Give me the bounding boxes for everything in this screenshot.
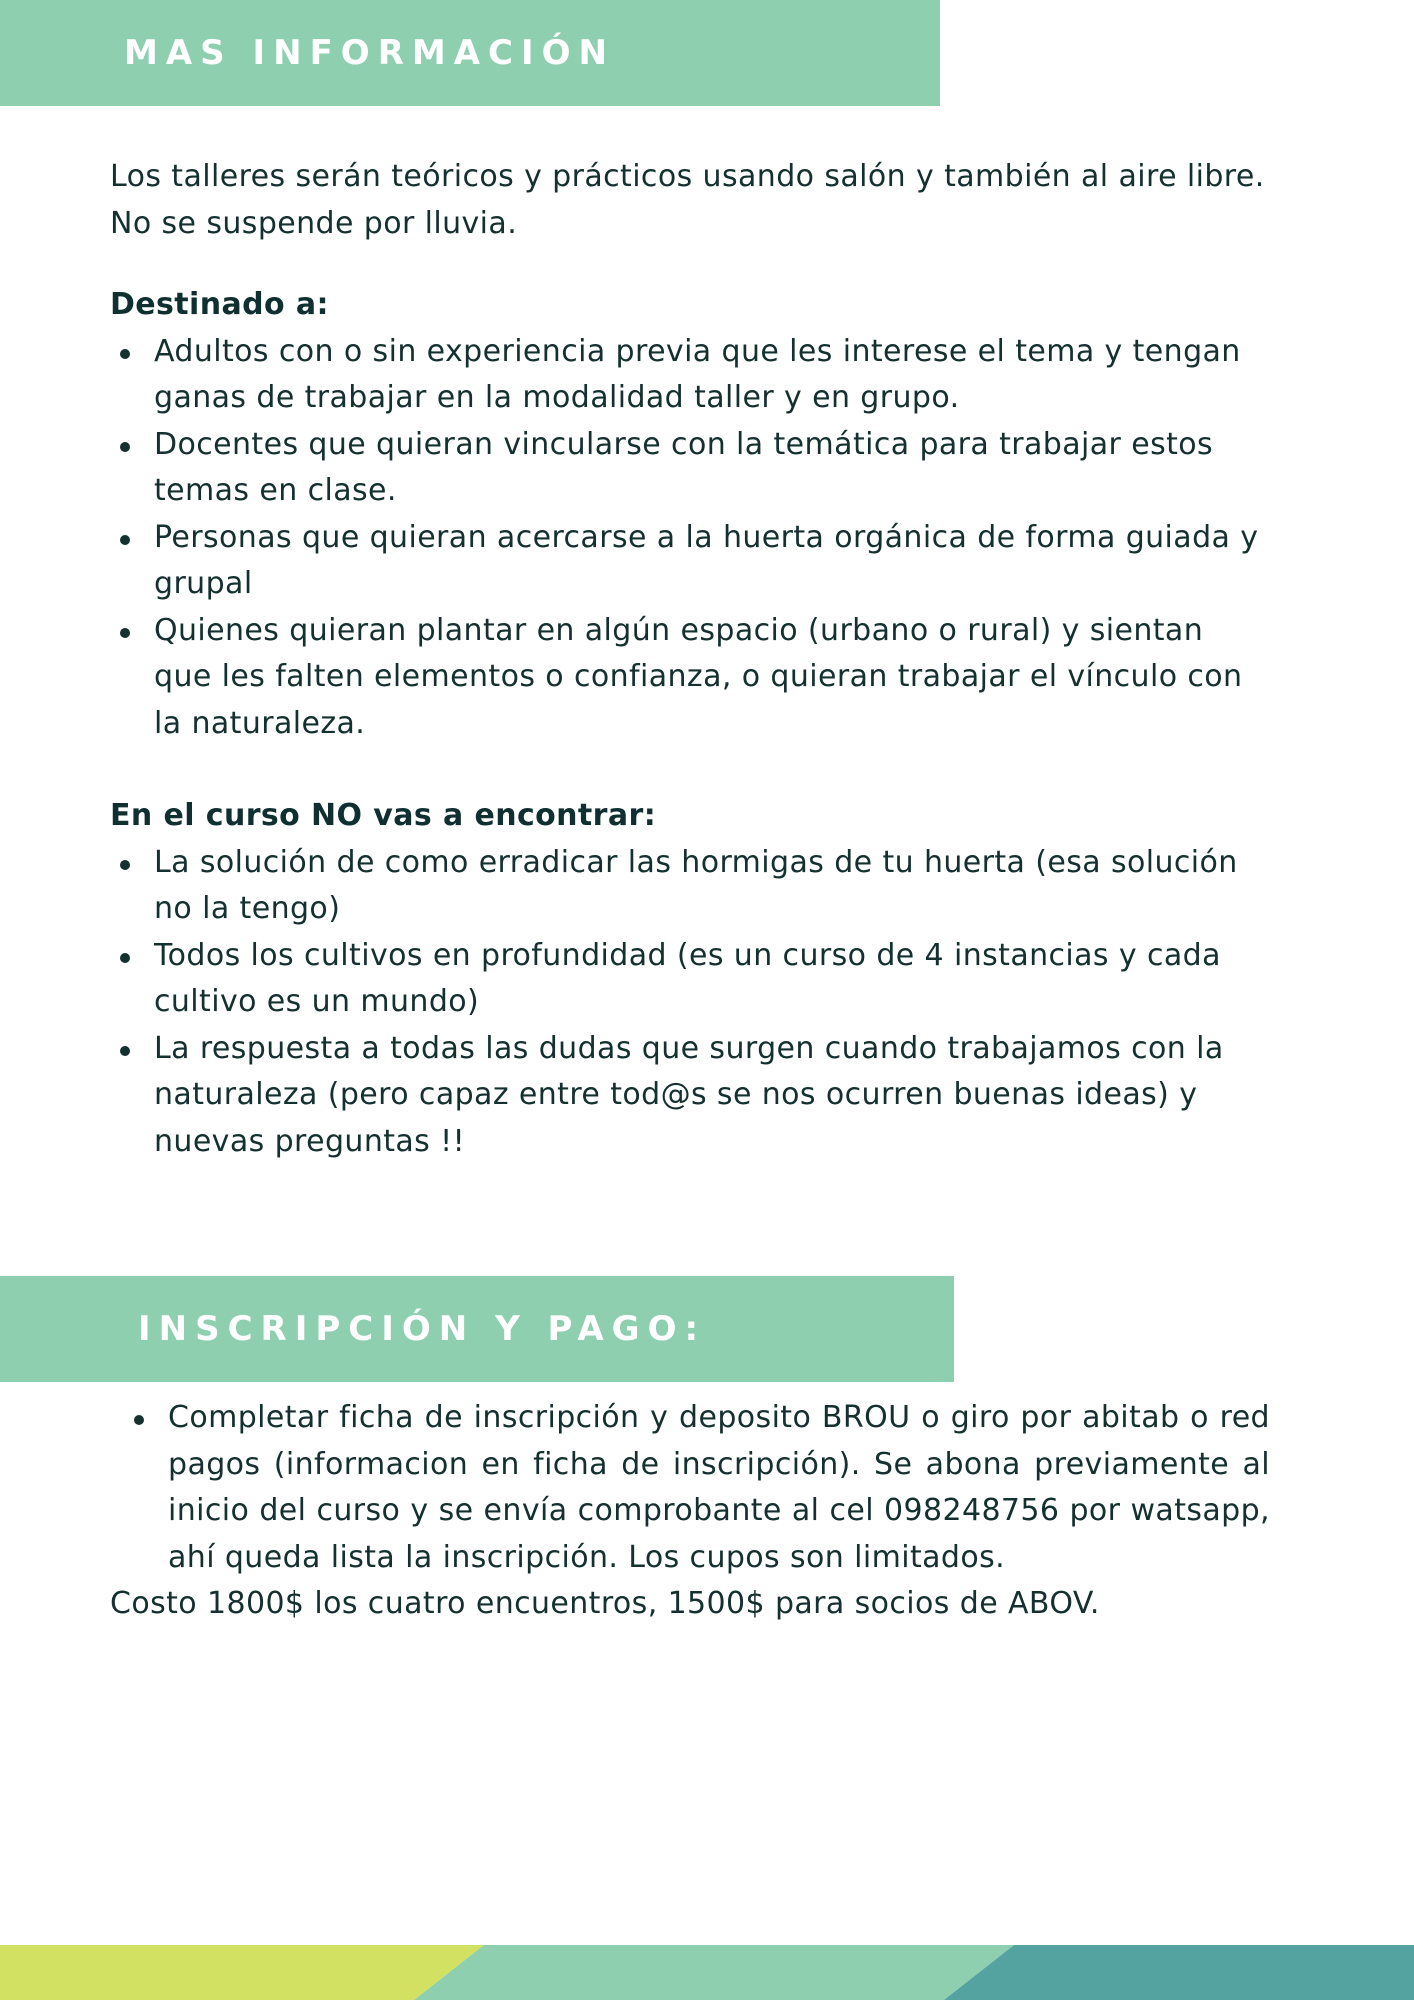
list-item: Quienes quieran plantar en algún espacio (urbano o rural) y sientan que les falten elementos o confianza, o quieran trabajar el vínculo con la naturaleza. bbox=[110, 608, 1270, 748]
no-vas-heading: En el curso NO vas a encontrar: bbox=[110, 798, 657, 833]
footer-decoration bbox=[0, 1945, 1414, 2000]
list-item: Adultos con o sin experiencia previa que les interese el tema y tengan ganas de trabajar en la modalidad taller y en grupo. bbox=[110, 329, 1270, 422]
list-item: Docentes que quieran vincularse con la temática para trabajar estos temas en clase. bbox=[110, 422, 1270, 515]
pago-banner bbox=[0, 1276, 954, 1382]
costo-text: Costo 1800$ los cuatro encuentros, 1500$ para socios de ABOV. bbox=[110, 1586, 1100, 1621]
info-title: MAS INFORMACIÓN bbox=[124, 33, 615, 73]
destinado-heading: Destinado a: bbox=[110, 287, 329, 322]
list-item: La respuesta a todas las dudas que surgen cuando trabajamos con la naturaleza (pero capaz entre tod@s se nos ocurren buenas ideas) y nuevas preguntas !! bbox=[110, 1026, 1270, 1166]
no-vas-list bbox=[110, 840, 1270, 1166]
no-vas-section bbox=[110, 793, 1270, 1165]
pago-title: INSCRIPCIÓN Y PAGO: bbox=[138, 1309, 707, 1349]
pago-section bbox=[110, 1395, 1270, 1628]
destinado-list bbox=[110, 329, 1270, 748]
pago-list bbox=[110, 1395, 1270, 1581]
footer-mint-band bbox=[414, 1945, 1014, 2000]
list-item: Todos los cultivos en profundidad (es un curso de 4 instancias y cada cultivo es un mundo) bbox=[110, 933, 1270, 1026]
footer-teal-band bbox=[944, 1945, 1414, 2000]
list-item: La solución de como erradicar las hormigas de tu huerta (esa solución no la tengo) bbox=[110, 840, 1270, 933]
intro-text bbox=[110, 154, 1270, 247]
intro-line-2: No se suspende por lluvia. bbox=[110, 205, 518, 241]
destinado-section bbox=[110, 282, 1270, 747]
list-item: Personas que quieran acercarse a la huerta orgánica de forma guiada y grupal bbox=[110, 515, 1270, 608]
intro-line-1: Los talleres serán teóricos y prácticos usando salón y también al aire libre. bbox=[110, 159, 1265, 194]
footer-yellow-band bbox=[0, 1945, 484, 2000]
pago-item: Completar ficha de inscripción y deposito BROU o giro por abitab o red pagos (informacion en ficha de inscripción). Se abona previamente al inicio del curso y se envía comprobante al cel 098248756 por watsapp, ahí queda lista la inscripción. Los cupos son limitados. bbox=[110, 1395, 1270, 1581]
info-banner bbox=[0, 0, 940, 106]
